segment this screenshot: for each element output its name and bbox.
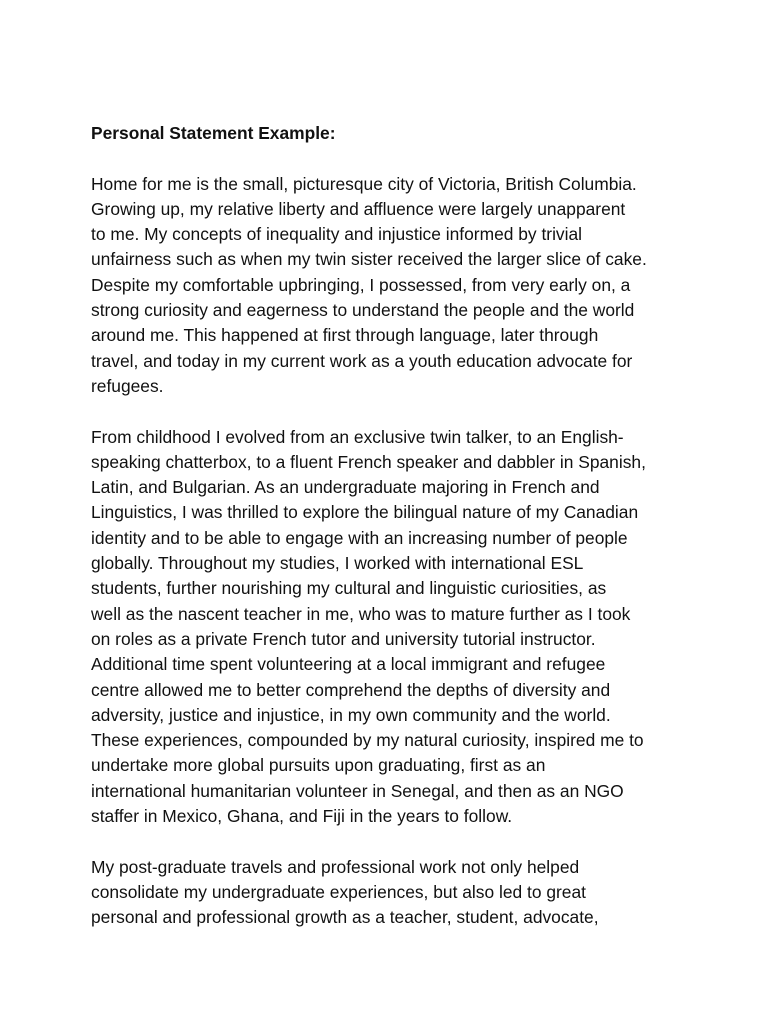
- paragraph-line: well as the nascent teacher in me, who was to mature further as I took: [91, 603, 631, 624]
- paragraph-line: globally. Throughout my studies, I worked with international ESL: [91, 553, 584, 574]
- paragraph-line: refugees.: [91, 375, 164, 396]
- paragraph-line: personal and professional growth as a teacher, student, advocate,: [91, 907, 599, 928]
- paragraph-line: students, further nourishing my cultural and linguistic curiosities, as: [91, 578, 607, 599]
- paragraph-line: identity and to be able to engage with an increasing number of people: [91, 527, 628, 548]
- paragraph-line: staffer in Mexico, Ghana, and Fiji in the years to follow.: [91, 806, 513, 827]
- paragraph-line: Home for me is the small, picturesque city of Victoria, British Columbia.: [91, 173, 637, 194]
- paragraph-line: Linguistics, I was thrilled to explore the bilingual nature of my Canadian: [91, 502, 639, 523]
- document-body: [91, 121, 691, 956]
- paragraph-line: Despite my comfortable upbringing, I possessed, from very early on, a: [91, 274, 631, 295]
- paragraph-line: unfairness such as when my twin sister received the larger slice of cake.: [91, 249, 647, 270]
- paragraph-line: centre allowed me to better comprehend the depths of diversity and: [91, 679, 611, 700]
- paragraph-line: around me. This happened at first through language, later through: [91, 325, 599, 346]
- paragraph-line: international humanitarian volunteer in Senegal, and then as an NGO: [91, 780, 624, 801]
- paragraph-line: consolidate my undergraduate experiences, but also led to great: [91, 881, 586, 902]
- paragraph-line: to me. My concepts of inequality and injustice informed by trivial: [91, 224, 583, 245]
- paragraph-line: adversity, justice and injustice, in my own community and the world.: [91, 704, 611, 725]
- document-title: Personal Statement Example:: [91, 123, 336, 143]
- paragraph-line: speaking chatterbox, to a fluent French speaker and dabbler in Spanish,: [91, 451, 646, 472]
- paragraph-line: travel, and today in my current work as a youth education advocate for: [91, 350, 633, 371]
- paragraph-2: [91, 425, 691, 830]
- paragraph-line: strong curiosity and eagerness to understand the people and the world: [91, 300, 635, 321]
- paragraph-line: My post-graduate travels and professional work not only helped: [91, 856, 580, 877]
- paragraph-line: These experiences, compounded by my natural curiosity, inspired me to: [91, 730, 644, 751]
- paragraph-3: [91, 855, 691, 931]
- paragraph-1: [91, 172, 691, 400]
- paragraph-line: Growing up, my relative liberty and affluence were largely unapparent: [91, 198, 626, 219]
- paragraph-line: undertake more global pursuits upon graduating, first as an: [91, 755, 546, 776]
- paragraph-line: Additional time spent volunteering at a local immigrant and refugee: [91, 654, 606, 675]
- paragraph-line: Latin, and Bulgarian. As an undergraduate majoring in French and: [91, 477, 600, 498]
- paragraph-line: on roles as a private French tutor and university tutorial instructor.: [91, 628, 596, 649]
- paragraph-line: From childhood I evolved from an exclusive twin talker, to an English-: [91, 426, 624, 447]
